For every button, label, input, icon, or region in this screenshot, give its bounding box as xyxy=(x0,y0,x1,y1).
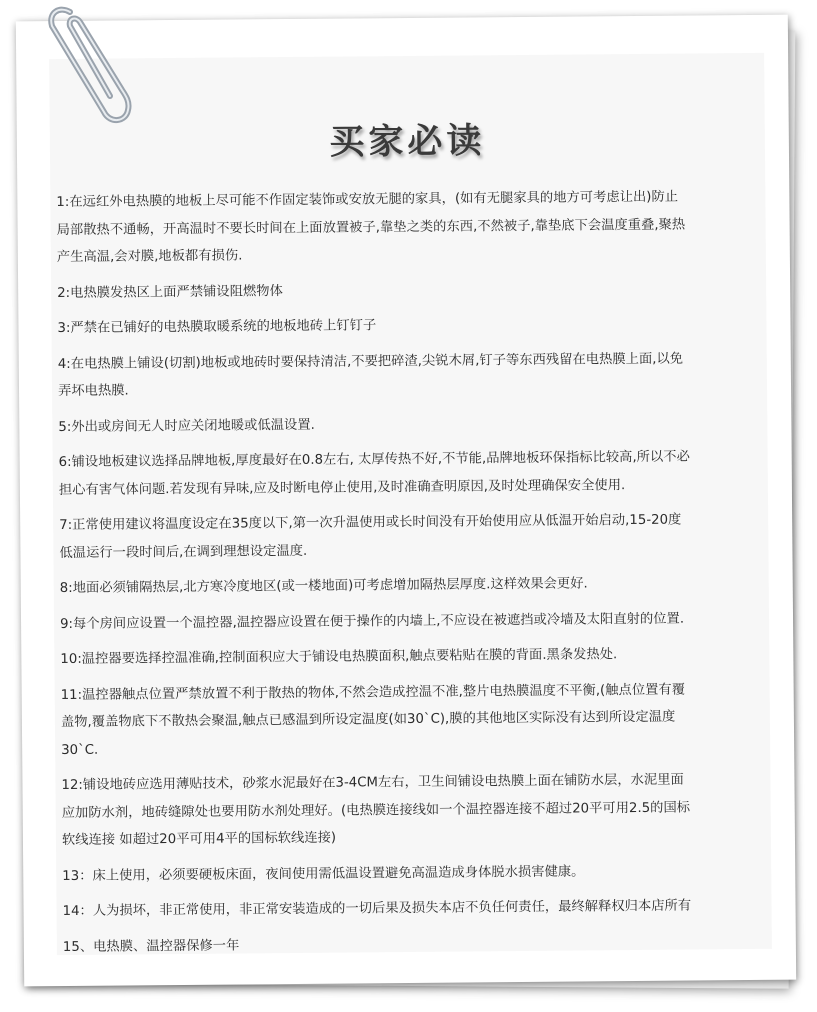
notice-item xyxy=(56,182,772,271)
notice-item-line: 1:在远红外电热膜的地板上尽可能不作固定装饰或安放无腿的家具，(如有无腿家具的地方可考虑让出)防止 xyxy=(56,189,679,211)
paperclip-icon xyxy=(30,0,140,130)
notice-item-line: 14：人为损坏，非正常使用，非正常安装造成的一切后果及损失本店不负任何责任，最终解释权归本店所有 xyxy=(62,898,692,920)
notice-item xyxy=(59,505,772,567)
notice-item-line: 30`C. xyxy=(61,742,99,758)
notice-item xyxy=(58,344,772,406)
page-title: 买家必读 xyxy=(329,121,486,163)
notice-item-line: 11:温控器触点位置严禁放置不利于散热的物体,不然会造成控温不准,整片电热膜温度不平衡,(触点位置有覆 xyxy=(60,682,686,703)
notice-item-line: 7:正常使用建议将温度设定在35度以下,第一次升温使用或长时间没有开始使用应从低温开始启动,15-20度 xyxy=(59,512,682,534)
paper-sheet xyxy=(16,15,796,987)
notice-item-line: 低温运行一段时间后,在调到理想设定温度. xyxy=(59,543,308,561)
notice-item-line: 弄坏电热膜. xyxy=(57,383,129,400)
notice-item-line: 13：床上使用，必须要硬板床面，夜间使用需低温设置避免高温造成身体脱水损害健康。 xyxy=(62,863,585,884)
notice-item-line: 2:电热膜发热区上面严禁铺设阻燃物体 xyxy=(57,283,283,301)
notice-item-line: 6:铺设地板建议选择品牌地板,厚度最好在0.8左右, 太厚传热不好,不节能,品牌地板环保指标比较高,所以不必 xyxy=(58,449,690,471)
notice-item xyxy=(59,442,772,504)
notice-item-line: 4:在电热膜上铺设(切割)地板或地砖时要保持清洁,不要把碎渣,尖锐木屑,钉子等东西残留在电热膜上面,以免 xyxy=(57,351,684,372)
notice-item-line: 产生高温,会对膜,地板都有损伤. xyxy=(56,248,243,266)
notice-content xyxy=(49,53,772,955)
notice-item-line: 8:地面必须铺隔热层,北方寒冷度地区(或一楼地面)可考虑增加隔热层厚度.这样效果会更好. xyxy=(59,576,588,597)
notice-item-line: 担心有害气体问题.若发现有异味,应及时断电停止使用,及时准确查明原因,及时处理确保安全使用. xyxy=(58,477,626,498)
notice-item-line: 15、电热膜、温控器保修一年 xyxy=(62,937,240,955)
notice-item xyxy=(61,765,772,854)
notice-item-line: 12:铺设地砖应选用薄贴技术，砂浆水泥最好在3-4CM左右，卫生间铺设电热膜上面在铺防水层，水泥里面 xyxy=(61,772,684,794)
notice-item-line: 应加防水剂，地砖缝隙处也要用防水剂处理好。(电热膜连接线如一个温控器连接不超过20平可用2.5的国标 xyxy=(61,800,691,821)
notice-item-line: 10:温控器要选择控温准确,控制面积应大于铺设电热膜面积,触点要粘贴在膜的背面.黑条发热处. xyxy=(60,647,618,668)
notice-item xyxy=(61,675,772,764)
notice-item-line: 局部散热不通畅，开高温时不要长时间在上面放置被子,靠垫之类的东西,不然被子,靠垫底下会温度重叠,聚热 xyxy=(56,217,686,238)
notice-item-line: 5:外出或房间无人时应关闭地暖或低温设置. xyxy=(58,417,315,435)
notice-item-line: 盖物,覆盖物底下不散热会聚温,触点已感温到所设定温度(如30`C),膜的其他地区实际没有达到所设定温度 xyxy=(60,709,676,731)
notice-item-line: 软线连接 如超过20平可用4平的国标软线连接) xyxy=(61,830,337,849)
notice-list xyxy=(56,182,772,955)
notice-item-line: 3:严禁在已铺好的电热膜取暖系统的地板地砖上钉钉子 xyxy=(57,318,377,337)
notice-item-line: 9:每个房间应设置一个温控器,温控器应设置在便于操作的内墙上,不应设在被遮挡或冷墙及太阳直射的位置. xyxy=(59,611,685,632)
